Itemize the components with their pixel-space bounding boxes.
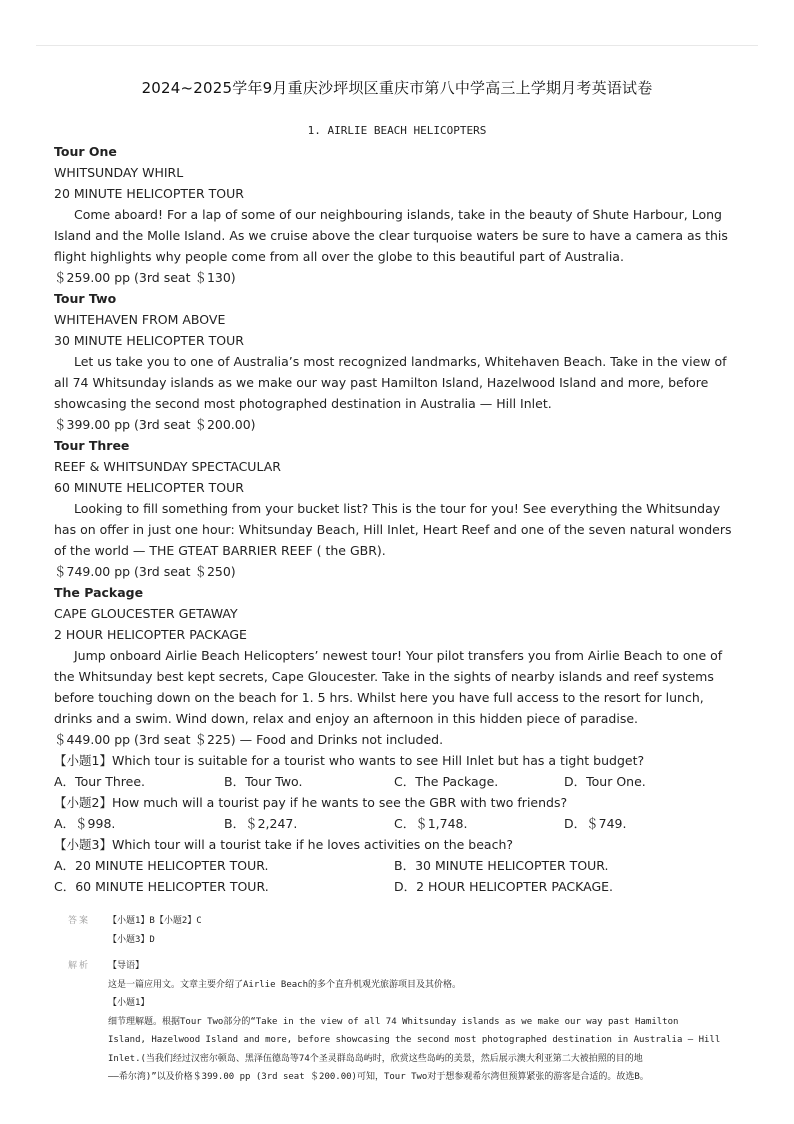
analysis-subheading: 【小题1】 — [108, 998, 150, 1008]
guide-heading: 【导语】 — [108, 961, 145, 971]
option: C．＄1,748. — [394, 816, 468, 831]
answer-section — [68, 912, 728, 1087]
question-text: 【小题3】Which tour will a tourist take if he loves activities on the beach? — [54, 837, 513, 852]
option: A．＄998. — [54, 816, 116, 831]
tour-name: WHITEHAVEN FROM ABOVE — [54, 312, 226, 327]
question-text: 【小题2】How much will a tourist pay if he wants to see the GBR with two friends? — [54, 795, 568, 810]
tour-duration: 2 HOUR HELICOPTER PACKAGE — [54, 627, 247, 642]
answer-row — [68, 912, 728, 949]
tour-heading: Tour One — [54, 144, 117, 159]
tour-name: CAPE GLOUCESTER GETAWAY — [54, 606, 238, 621]
tour-description: Come aboard! For a lap of some of our neighbouring islands, take in the beauty of Shute Harbour, Long Island and the Molle Island. As we cruise above the clear turquoise waters be sure to have a camera as this flight highlights why people come from all over the globe to this beautiful part of Australia. — [54, 207, 728, 264]
tour-heading: The Package — [54, 585, 144, 600]
analysis-line: Island, Hazelwood Island and more, before showcasing the second most photographed destination in Australia — Hill — [108, 1035, 721, 1045]
analysis-label: 解析 — [68, 961, 91, 971]
option: C．The Package. — [394, 774, 499, 789]
analysis-row — [68, 957, 728, 1087]
tour-heading: Tour Two — [54, 291, 117, 306]
tour-duration: 20 MINUTE HELICOPTER TOUR — [54, 186, 244, 201]
option: B．＄2,247. — [224, 816, 298, 831]
option: D．＄749. — [564, 816, 627, 831]
tour-heading: Tour Three — [54, 438, 130, 453]
tour-description: Jump onboard Airlie Beach Helicopters’ newest tour! Your pilot transfers you from Airlie Beach to one of the Whitsunday best kept secrets, Cape Gloucester. Take in the sights of nearby islands and reef systems before touching down on the beach for 1. 5 hrs. Whilst here you have full access to the resort for lunch, drinks and a swim. Wind down, relax and enjoy an afternoon in this hidden piece of paradise. — [54, 648, 723, 726]
option: A．20 MINUTE HELICOPTER TOUR. — [54, 858, 269, 873]
option: C．60 MINUTE HELICOPTER TOUR. — [54, 879, 269, 894]
question-options — [54, 813, 744, 834]
answer-line: 【小题3】D — [108, 934, 155, 945]
option: B．30 MINUTE HELICOPTER TOUR. — [394, 858, 609, 873]
option: B．Tour Two. — [224, 774, 303, 789]
page-title: 2024~2025学年9月重庆沙坪坝区重庆市第八中学高三上学期月考英语试卷 — [141, 79, 653, 97]
tour-price: ＄749.00 pp (3rd seat ＄250) — [54, 564, 236, 579]
tour-description: Let us take you to one of Australia’s most recognized landmarks, Whitehaven Beach. Take in the view of all 74 Whitsunday islands as we make our way past Hamilton Island, Hazelwood Island and more, before showcasing the second most photographed destination in Australia — Hill Inlet. — [54, 354, 727, 411]
section-title: 1. AIRLIE BEACH HELICOPTERS — [307, 124, 487, 137]
tour-duration: 30 MINUTE HELICOPTER TOUR — [54, 333, 244, 348]
option: D．2 HOUR HELICOPTER PACKAGE. — [394, 879, 614, 894]
question-options — [54, 855, 744, 876]
answer-label: 答案 — [68, 916, 91, 926]
tour-name: WHITSUNDAY WHIRL — [54, 165, 184, 180]
question-text: 【小题1】Which tour is suitable for a tourist who wants to see Hill Inlet but has a tight budget? — [54, 753, 645, 768]
tour-description: Looking to fill something from your bucket list? This is the tour for you! See everything the Whitsunday has on offer in just one hour: Whitsunday Beach, Hill Inlet, Heart Reef and one of the seven natural wonders of the world — THE GTEAT BARRIER REEF ( the GBR). — [54, 501, 732, 558]
analysis-line: 细节理解题。根据Tour Two部分的“Take in the view of all 74 Whitsunday islands as we make our way past Hamilton — [108, 1016, 679, 1027]
question-options — [54, 771, 744, 792]
option: D．Tour One. — [564, 774, 646, 789]
tour-price: ＄399.00 pp (3rd seat ＄200.00) — [54, 417, 256, 432]
top-divider — [36, 45, 758, 46]
tour-price: ＄449.00 pp (3rd seat ＄225) — Food and Drinks not included. — [54, 732, 444, 747]
tour-duration: 60 MINUTE HELICOPTER TOUR — [54, 480, 244, 495]
guide-text: 这是一篇应用文。文章主要介绍了Airlie Beach的多个直升机观光旅游项目及其价格。 — [108, 979, 462, 990]
passage — [54, 141, 744, 897]
question-options — [54, 876, 744, 897]
tour-price: ＄259.00 pp (3rd seat ＄130) — [54, 270, 236, 285]
analysis-line: Inlet.(当我们经过汉密尔顿岛、黑泽伍德岛等74个圣灵群岛岛屿时，欣赏这些岛屿的美景，然后展示澳大利亚第二大被拍照的目的地 — [108, 1053, 643, 1064]
tour-name: REEF & WHITSUNDAY SPECTACULAR — [54, 459, 281, 474]
analysis-line: ——希尔湾)”以及价格＄399.00 pp (3rd seat ＄200.00)可知，Tour Two对于想参观希尔湾但预算紧张的游客是合适的。故选B。 — [108, 1072, 649, 1082]
option: A．Tour Three. — [54, 774, 146, 789]
answer-line: 【小题1】B【小题2】C — [108, 916, 202, 926]
